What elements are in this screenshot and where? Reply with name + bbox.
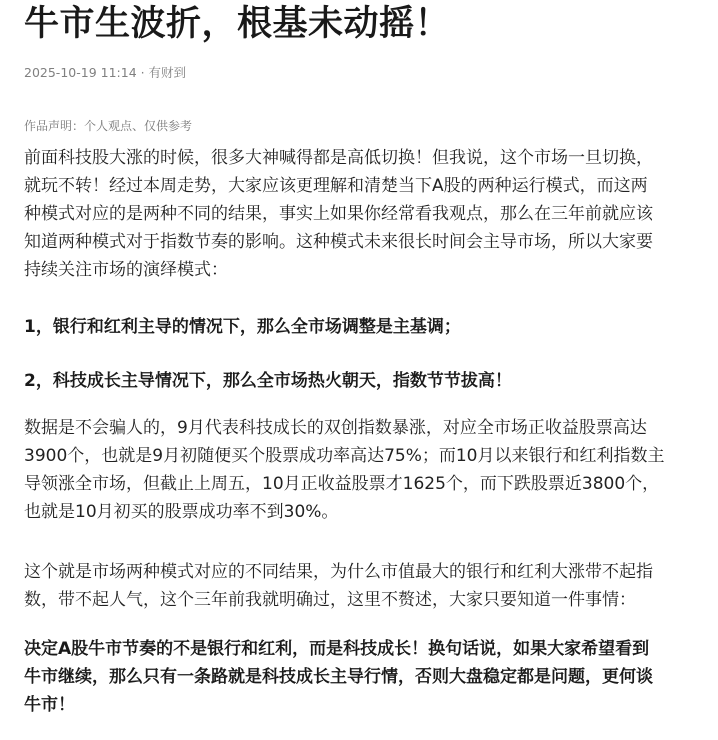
paragraph-line: 前面科技股大涨的时候，很多大神喊得都是高低切换！但我说，这个市场一旦切换， <box>24 148 653 168</box>
author-statement: 作品声明：个人观点、仅供参考 <box>24 119 193 133</box>
paragraph-line: 导领涨全市场，但截止上周五，10月正收益股票才1625个，而下跌股票近3800个， <box>24 474 660 494</box>
paragraph-line: 决定A股牛市节奏的不是银行和红利，而是科技成长！换句话说，如果大家希望看到 <box>24 639 650 659</box>
paragraph-line: 也就是10月初买的股票成功率不到30%。 <box>24 502 339 522</box>
paragraph-line: 持续关注市场的演绎模式： <box>24 260 228 280</box>
paragraph-line: 种模式对应的是两种不同的结果，事实上如果你经常看我观点，那么在三年前就应该 <box>24 204 653 224</box>
paragraph-line: 数，带不起人气，这个三年前我就明确过，这里不赘述，大家只要知道一件事情： <box>24 590 636 610</box>
paragraph-line: 牛市继续，那么只有一条路就是科技成长主导行情，否则大盘稳定都是问题，更何谈 <box>24 667 653 687</box>
paragraph-3 <box>24 367 712 395</box>
paragraph-6 <box>24 635 712 719</box>
paragraph-line: 这个就是市场两种模式对应的不同结果，为什么市值最大的银行和红利大涨带不起指 <box>24 562 653 582</box>
paragraph-line: 知道两种模式对于指数节奏的影响。这种模式未来很长时间会主导市场，所以大家要 <box>24 232 653 252</box>
paragraph-line: 3900个，也就是9月初随便买个股票成功率高达75%；而10月以来银行和红利指数主 <box>24 446 665 466</box>
paragraph-5 <box>24 558 712 614</box>
paragraph-2 <box>24 313 712 341</box>
paragraph-1 <box>24 144 712 284</box>
paragraph-4 <box>24 414 712 526</box>
paragraph-line: 牛市！ <box>24 695 75 715</box>
paragraph-line: 数据是不会骗人的，9月代表科技成长的双创指数暴涨，对应全市场正收益股票高达 <box>24 418 647 438</box>
paragraph-line: 2，科技成长主导情况下，那么全市场热火朝天，指数节节拔高！ <box>24 371 512 391</box>
paragraph-line: 就玩不转！经过本周走势，大家应该更理解和清楚当下A股的两种运行模式，而这两 <box>24 176 648 196</box>
article-meta: 2025-10-19 11:14 · 有财到 <box>24 65 187 80</box>
article-title: 牛市生波折，根基未动摇！ <box>24 4 451 44</box>
paragraph-line: 1，银行和红利主导的情况下，那么全市场调整是主基调； <box>24 317 461 337</box>
